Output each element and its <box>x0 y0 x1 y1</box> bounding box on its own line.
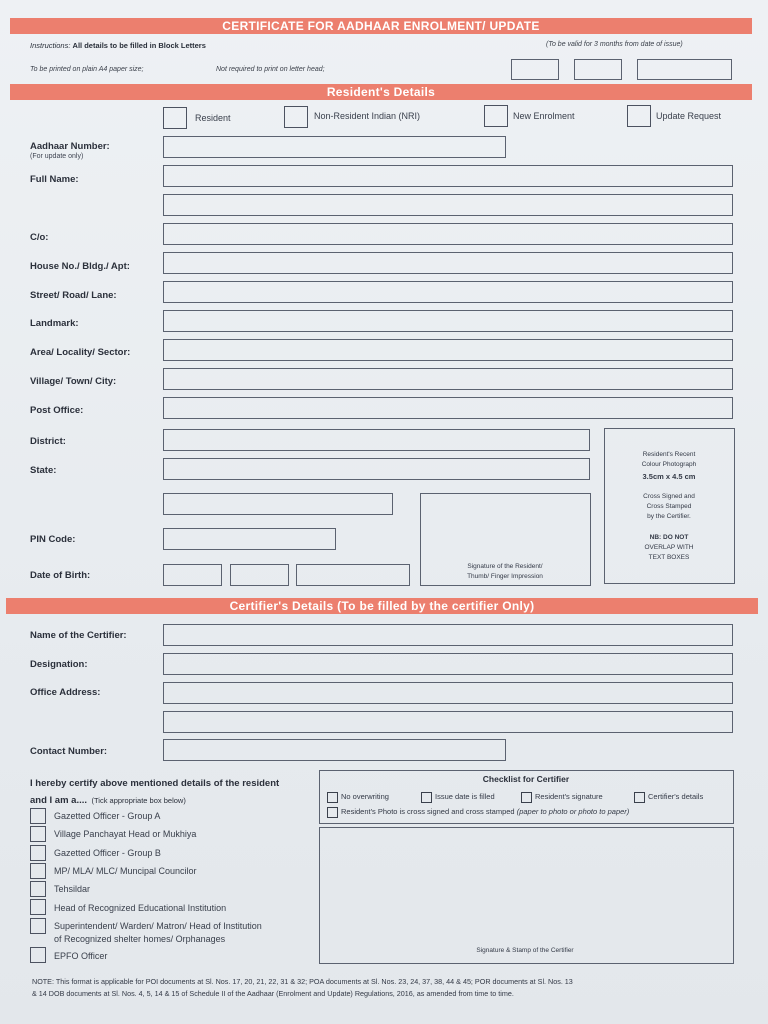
certifier-name-label: Name of the Certifier: <box>30 630 127 641</box>
full-name-label: Full Name: <box>30 174 79 185</box>
role-label-gazetted-b: Gazetted Officer - Group B <box>54 848 161 858</box>
page-title: CERTIFICATE FOR AADHAAR ENROLMENT/ UPDATE <box>222 19 540 33</box>
dob-month-field[interactable] <box>230 564 289 586</box>
area-field[interactable] <box>163 339 733 361</box>
office-address-field-2[interactable] <box>163 711 733 733</box>
area-label: Area/ Locality/ Sector: <box>30 347 131 358</box>
update-request-checkbox[interactable] <box>627 105 651 127</box>
resident-banner <box>10 84 752 100</box>
photo-line1: Resident's Recent <box>642 451 696 458</box>
resident-banner-text: Resident's Details <box>326 85 436 99</box>
landmark-label: Landmark: <box>30 318 79 329</box>
certify-hint: (Tick appropriate box below) <box>91 796 186 805</box>
resident-checkbox[interactable] <box>163 107 187 129</box>
checklist-checkbox-overwriting[interactable] <box>327 792 338 803</box>
dob-year-field[interactable] <box>296 564 410 586</box>
resident-option-label: Resident <box>195 113 231 123</box>
village-field[interactable] <box>163 368 733 390</box>
instructions-text: All details to be filled in Block Letters <box>72 41 206 50</box>
role-label-tehsildar: Tehsildar <box>54 884 91 894</box>
print-note: To be printed on plain A4 paper size; <box>30 66 144 73</box>
photo-line5: by the Certifier. <box>647 513 691 520</box>
office-address-label: Office Address: <box>30 687 101 698</box>
role-label-superintendent-2: of Recognized shelter homes/ Orphanages <box>54 934 226 944</box>
designation-label: Designation: <box>30 659 88 670</box>
pin-field[interactable] <box>163 528 336 550</box>
role-checkbox-epfo[interactable] <box>30 947 46 963</box>
role-checkbox-tehsildar[interactable] <box>30 881 46 897</box>
new-enrolment-label: New Enrolment <box>513 111 575 121</box>
footer-note-line1: NOTE: This format is applicable for POI documents at Sl. Nos. 17, 20, 21, 22, 31 & 32; POA documents at Sl. Nos. 23, 24, 37, 38, 44 & 45; POR documents at Sl. Nos. 13 <box>32 977 573 986</box>
role-checkbox-panchayat[interactable] <box>30 826 46 842</box>
nri-checkbox[interactable] <box>284 106 308 128</box>
checklist-label-overwriting: No overwriting <box>341 792 389 801</box>
instructions <box>30 41 206 50</box>
validity-note: (To be valid for 3 months from date of issue) <box>546 41 683 48</box>
certify-line2: and I am a.... <box>30 795 88 806</box>
role-checkbox-gazetted-b[interactable] <box>30 845 46 861</box>
signature-label-line1: Signature of the Resident/ <box>467 563 543 570</box>
role-checkbox-head-institution[interactable] <box>30 899 46 915</box>
photo-size: 3.5cm x 4.5 cm <box>642 472 696 481</box>
district-field[interactable] <box>163 429 590 451</box>
role-label-head-institution: Head of Recognized Educational Institution <box>54 903 227 913</box>
role-checkbox-superintendent[interactable] <box>30 918 46 934</box>
photo-nb2: OVERLAP WITH <box>644 544 694 551</box>
photo-line2: Colour Photograph <box>641 461 697 468</box>
role-label-superintendent-1: Superintendent/ Warden/ Matron/ Head of Institution <box>54 921 262 931</box>
stamp-label: Signature & Stamp of the Certifier <box>476 947 574 954</box>
pin-label: PIN Code: <box>30 534 76 545</box>
aadhaar-sublabel: (For update only) <box>30 153 84 160</box>
street-field[interactable] <box>163 281 733 303</box>
role-checkbox-gazetted-a[interactable] <box>30 808 46 824</box>
date-box-month[interactable] <box>574 59 622 80</box>
update-request-label: Update Request <box>656 111 722 121</box>
checklist-label-certifier-details: Certifier's details <box>648 792 704 801</box>
role-checkbox-mp-mla[interactable] <box>30 863 46 879</box>
dob-day-field[interactable] <box>163 564 222 586</box>
street-label: Street/ Road/ Lane: <box>30 290 117 301</box>
signature-label-line2: Thumb/ Finger Impression <box>467 573 543 580</box>
role-label-gazetted-a: Gazetted Officer - Group A <box>54 811 161 821</box>
checklist-checkbox-signature[interactable] <box>521 792 532 803</box>
dob-label: Date of Birth: <box>30 570 91 581</box>
certifier-banner-text: Certifier's Details (To be filled by the certifier Only) <box>229 599 535 613</box>
title-banner <box>10 18 752 34</box>
nri-option-label: Non-Resident Indian (NRI) <box>314 111 421 121</box>
village-label: Village/ Town/ City: <box>30 376 117 387</box>
office-address-field-1[interactable] <box>163 682 733 704</box>
full-name-field-1[interactable] <box>163 165 733 187</box>
checklist-checkbox-issue-date[interactable] <box>421 792 432 803</box>
certify-line1: I hereby certify above mentioned details of the resident <box>30 778 280 789</box>
aadhaar-field[interactable] <box>163 136 506 158</box>
checklist-label-issue-date: Issue date is filled <box>435 792 495 801</box>
role-label-panchayat: Village Panchayat Head or Mukhiya <box>54 829 197 839</box>
checklist-title: Checklist for Certifier <box>482 774 570 784</box>
contact-label: Contact Number: <box>30 746 108 757</box>
full-name-field-2[interactable] <box>163 194 733 216</box>
certifier-name-field[interactable] <box>163 624 733 646</box>
checklist-photo-wrap <box>341 807 629 816</box>
checklist-checkbox-photo[interactable] <box>327 807 338 818</box>
post-office-field[interactable] <box>163 397 733 419</box>
certify-line2-wrap <box>30 790 186 808</box>
designation-field[interactable] <box>163 653 733 675</box>
aadhaar-label: Aadhaar Number: <box>30 141 110 152</box>
certifier-stamp-box[interactable] <box>319 827 734 964</box>
photo-nb3: TEXT BOXES <box>648 554 690 561</box>
co-label: C/o: <box>30 232 49 243</box>
letterhead-note: Not required to print on letter head; <box>216 66 325 73</box>
new-enrolment-checkbox[interactable] <box>484 105 508 127</box>
checklist-label-signature: Resident's signature <box>535 792 603 801</box>
date-box-day[interactable] <box>511 59 559 80</box>
role-label-epfo: EPFO Officer <box>54 951 108 961</box>
instructions-prefix: Instructions: <box>30 41 71 50</box>
footer-note-line2: & 14 DOB documents at Sl. Nos. 4, 5, 14 & 15 of Schedule II of the Aadhaar (Enrolment and Update) Regulations, 2016, as amended from time to time. <box>32 989 514 998</box>
post-office-label: Post Office: <box>30 405 84 416</box>
extra-address-field[interactable] <box>163 493 393 515</box>
landmark-field[interactable] <box>163 310 733 332</box>
co-field[interactable] <box>163 223 733 245</box>
state-label: State: <box>30 465 57 476</box>
checklist-checkbox-certifier-details[interactable] <box>634 792 645 803</box>
state-field[interactable] <box>163 458 590 480</box>
photo-nb1: NB: DO NOT <box>649 534 689 541</box>
photo-line4: Cross Stamped <box>646 503 692 510</box>
photo-line3: Cross Signed and <box>643 493 695 500</box>
contact-field[interactable] <box>163 739 506 761</box>
checklist-label-photo-italic: (paper to photo or photo to paper) <box>516 807 630 816</box>
checklist-label-photo: Resident's Photo is cross signed and cross stamped <box>341 807 515 816</box>
certifier-banner <box>6 598 758 614</box>
date-box-year[interactable] <box>637 59 732 80</box>
role-label-mp-mla: MP/ MLA/ MLC/ Muncipal Councilor <box>54 866 197 876</box>
district-label: District: <box>30 436 66 447</box>
house-field[interactable] <box>163 252 733 274</box>
house-label: House No./ Bldg./ Apt: <box>30 261 130 272</box>
